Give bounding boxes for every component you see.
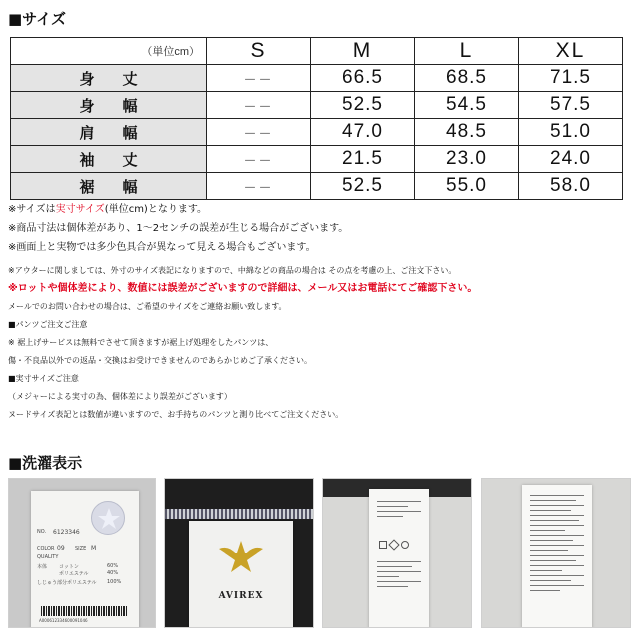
note-line: ※商品寸法は個体差があり、1～2センチの誤差が生じる場合がございます。 xyxy=(8,223,349,234)
tag-part-pct: 100% xyxy=(107,579,122,585)
size-value: 48.5 xyxy=(415,119,519,146)
brand-label-photo xyxy=(164,478,314,628)
size-notes xyxy=(8,200,348,257)
size-table xyxy=(10,37,623,200)
size-header-s: S xyxy=(207,38,311,65)
row-label: 袖丈 xyxy=(11,146,207,173)
size-value: 51.0 xyxy=(519,119,623,146)
care-label-back xyxy=(522,485,592,628)
tag-size-label: SIZE xyxy=(75,546,87,552)
care-label xyxy=(369,489,429,628)
size-row-length xyxy=(11,65,623,92)
brand-name: AVIREX xyxy=(218,591,264,601)
size-header-m: M xyxy=(311,38,415,65)
size-value: 66.5 xyxy=(311,65,415,92)
tag-color-value: 09 xyxy=(57,545,65,552)
note-heading: ■パンツご注文ご注意 xyxy=(8,320,88,329)
care-label-photo xyxy=(322,478,472,628)
tag-cotton-pct: 60% xyxy=(107,563,119,569)
size-value: 23.0 xyxy=(415,146,519,173)
tag-logo-sticker xyxy=(91,501,125,535)
tag-product-no: 6123346 xyxy=(53,529,80,536)
note-line: 傷・不良品以外での返品・交換はお受けできませんのであらかじめご了承ください。 xyxy=(8,356,312,365)
size-value: 47.0 xyxy=(311,119,415,146)
note-line: ※ 裾上げサービスは無料でさせて頂きますが裾上げ処理をしたパンツは、 xyxy=(8,338,274,347)
size-header-row xyxy=(11,38,623,65)
care-text-lines xyxy=(530,495,584,595)
barcode-number: A000612334600091046 xyxy=(39,618,88,623)
size-value: －－ xyxy=(207,146,311,173)
bleach-icon xyxy=(388,539,399,550)
note-line: （メジャーによる実寸の為、個体差により誤差がございます） xyxy=(8,392,232,401)
star-icon xyxy=(92,502,126,536)
tag-part-label: しじゅう部分 xyxy=(37,580,68,586)
size-value: 55.0 xyxy=(415,173,519,200)
size-section-title: ■サイズ xyxy=(8,10,66,28)
size-value: 71.5 xyxy=(519,65,623,92)
fabric-edge xyxy=(165,509,314,519)
size-value: 57.5 xyxy=(519,92,623,119)
care-text-lines xyxy=(377,561,421,591)
note-line: ヌードサイズ表記とは数値が違いますので、お手持ちのパンツと測り比べてご注文ください。 xyxy=(8,410,344,419)
size-value: －－ xyxy=(207,92,311,119)
size-row-sleeve xyxy=(11,146,623,173)
size-value: 52.5 xyxy=(311,173,415,200)
note-heading: ■実寸サイズご注意 xyxy=(8,374,79,383)
size-value: 58.0 xyxy=(519,173,623,200)
tag-no-label: NO. xyxy=(37,529,47,535)
tag-cotton: コットン xyxy=(59,564,79,570)
note-line: ※画面上と実物では多少色具合が異なって見える場合もございます。 xyxy=(8,242,316,253)
detail-notes xyxy=(8,262,628,424)
tag-quality-label: QUALITY xyxy=(37,554,59,560)
size-value: 52.5 xyxy=(311,92,415,119)
note-line: メールでのお問い合わせの場合は、ご希望のサイズをご連絡お願い致します。 xyxy=(8,302,287,311)
size-value: 68.5 xyxy=(415,65,519,92)
hang-tag-photo xyxy=(8,478,156,628)
size-row-width xyxy=(11,92,623,119)
tag-poly-pct: 40% xyxy=(107,570,119,576)
dryclean-icon xyxy=(401,541,409,549)
note-line: ※アウターに関しましては、外寸のサイズ表記になりますので、中綿などの商品の場合は その点を考慮の上、ご注文下さい。 xyxy=(8,266,457,275)
tag-poly: ポリエステル xyxy=(59,571,89,577)
row-label: 身幅 xyxy=(11,92,207,119)
size-header-xl: XL xyxy=(519,38,623,65)
note-prefix: ※サイズは xyxy=(8,204,56,215)
wash-icon xyxy=(379,541,387,549)
note-line xyxy=(8,200,348,219)
size-row-hem xyxy=(11,173,623,200)
size-value: －－ xyxy=(207,119,311,146)
tag-color-label: COLOR xyxy=(37,546,55,552)
tag-part-material: ポリエステル xyxy=(67,580,97,586)
hang-tag xyxy=(31,491,139,628)
row-label: 裾幅 xyxy=(11,173,207,200)
avirex-wing-logo-icon xyxy=(217,535,265,581)
barcode xyxy=(41,606,127,616)
care-text-lines xyxy=(377,501,421,521)
tag-size-value: M xyxy=(91,545,97,552)
unit-label: （単位cm） xyxy=(11,38,207,65)
row-label: 肩幅 xyxy=(11,119,207,146)
note-suffix: (単位cm)となります。 xyxy=(104,204,208,215)
note-highlight: 実寸サイズ xyxy=(55,204,105,215)
size-value: 21.5 xyxy=(311,146,415,173)
brand-label xyxy=(189,521,293,628)
care-label-back-photo xyxy=(481,478,631,628)
size-header-l: L xyxy=(415,38,519,65)
care-symbols xyxy=(379,541,419,551)
row-label: 身丈 xyxy=(11,65,207,92)
size-value: －－ xyxy=(207,173,311,200)
tag-main-label: 本体 xyxy=(37,564,48,570)
size-value: －－ xyxy=(207,65,311,92)
note-warning: ※ロットや個体差により、数値には誤差がございますので詳細は、メール又はお電話にてご確認下さい。 xyxy=(8,283,478,294)
size-value: 24.0 xyxy=(519,146,623,173)
size-row-shoulder xyxy=(11,119,623,146)
size-value: 54.5 xyxy=(415,92,519,119)
wash-section-title: ■洗濯表示 xyxy=(8,454,83,472)
